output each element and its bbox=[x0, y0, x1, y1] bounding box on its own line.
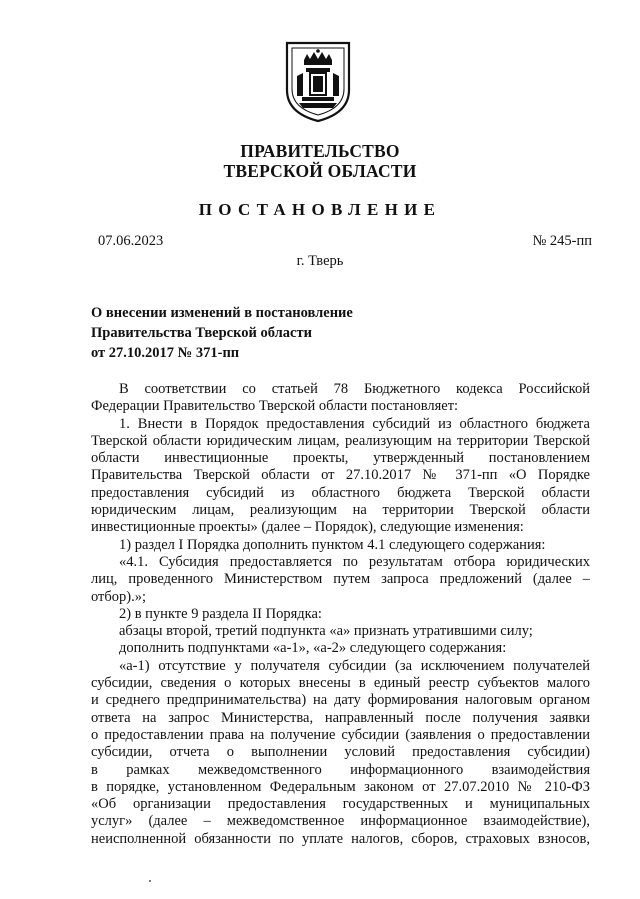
body-line: субсидии, отчета о выполнении условий предоставления субсидии) bbox=[91, 744, 590, 761]
body-line: неисполненной обязанности по уплате налогов, сборов, страховых взносов, bbox=[91, 830, 590, 847]
body-line: ответа на запрос Министерства, направленный после получения заявки bbox=[91, 709, 590, 726]
body-line: абзацы второй, третий подпункта «а» признать утратившими силу; bbox=[119, 623, 533, 640]
body-line: Правительства Тверской области от 27.10.2017 № 371-пп «О Порядке bbox=[91, 467, 590, 484]
body-line: субсидии, сведения о которых внесены в единый реестр субъектов малого bbox=[91, 675, 590, 692]
document-type: ПОСТАНОВЛЕНИЕ bbox=[198, 200, 442, 219]
body-line: и среднего предпринимательства) на дату формирования налоговым органом bbox=[91, 692, 590, 709]
document-date: 07.06.2023 bbox=[98, 233, 164, 249]
body-line: Федерации Правительство Тверской области постановляет: bbox=[91, 398, 459, 415]
body-line: дополнить подпунктами «а-1», «а-2» следующего содержания: bbox=[119, 640, 507, 657]
body-line: в рамках межведомственного информационного взаимодействия bbox=[91, 761, 590, 778]
title-line: О внесении изменений в постановление bbox=[91, 305, 353, 321]
body-line: «4.1. Субсидия предоставляется по результатам отбора юридических bbox=[119, 553, 590, 570]
document-city: г. Тверь bbox=[296, 253, 344, 269]
organization-name-line2: ТВЕРСКОЙ ОБЛАСТИ bbox=[223, 161, 417, 181]
document-body bbox=[91, 381, 590, 848]
body-line: услуг» (далее – межведомственное информационное взаимодействие), bbox=[91, 813, 590, 830]
body-line: отбор).»; bbox=[91, 588, 147, 605]
organization-name-line1: ПРАВИТЕЛЬСТВО bbox=[240, 141, 400, 161]
title-line: Правительства Тверской области bbox=[91, 325, 312, 341]
document-number: № 245-пп bbox=[532, 233, 592, 249]
document-title bbox=[91, 303, 353, 363]
body-line: о предоставлении права на получение субсидии (заявления о предоставлении bbox=[91, 726, 590, 743]
body-line: В соответствии со статьей 78 Бюджетного кодекса Российской bbox=[119, 381, 590, 397]
body-line: 1) раздел I Порядка дополнить пунктом 4.1 следующего содержания: bbox=[119, 536, 546, 553]
body-line: лиц, проведенного Министерством путем запроса предложений (далее – bbox=[91, 571, 590, 588]
body-line: предоставления субсидий из областного бюджета Тверской области bbox=[91, 484, 590, 501]
body-line: «Об организации предоставления государственных и муниципальных bbox=[91, 796, 590, 813]
body-line: юридическим лицам, реализующим на территории Тверской области bbox=[91, 502, 590, 519]
body-line: «а-1) отсутствие у получателя субсидии (за исключением получателей bbox=[119, 657, 590, 674]
body-line: 2) в пункте 9 раздела II Порядка: bbox=[119, 605, 322, 622]
body-line: 1. Внести в Порядок предоставления субсидий из областного бюджета bbox=[119, 415, 590, 432]
body-line: инвестиционные проекты» (далее – Порядок), следующие изменения: bbox=[91, 519, 524, 536]
body-line: в порядке, установленном Федеральным законом от 27.07.2010 № 210-ФЗ bbox=[91, 778, 590, 795]
body-line: области инвестиционные проекты, утвержденный постановлением bbox=[91, 450, 590, 467]
scan-speck bbox=[149, 880, 151, 882]
title-line: от 27.10.2017 № 371-пп bbox=[91, 345, 240, 361]
coat-of-arms-emblem bbox=[283, 40, 353, 124]
body-line: Тверской области юридическим лицам, реализующим на территории Тверской bbox=[91, 432, 590, 449]
